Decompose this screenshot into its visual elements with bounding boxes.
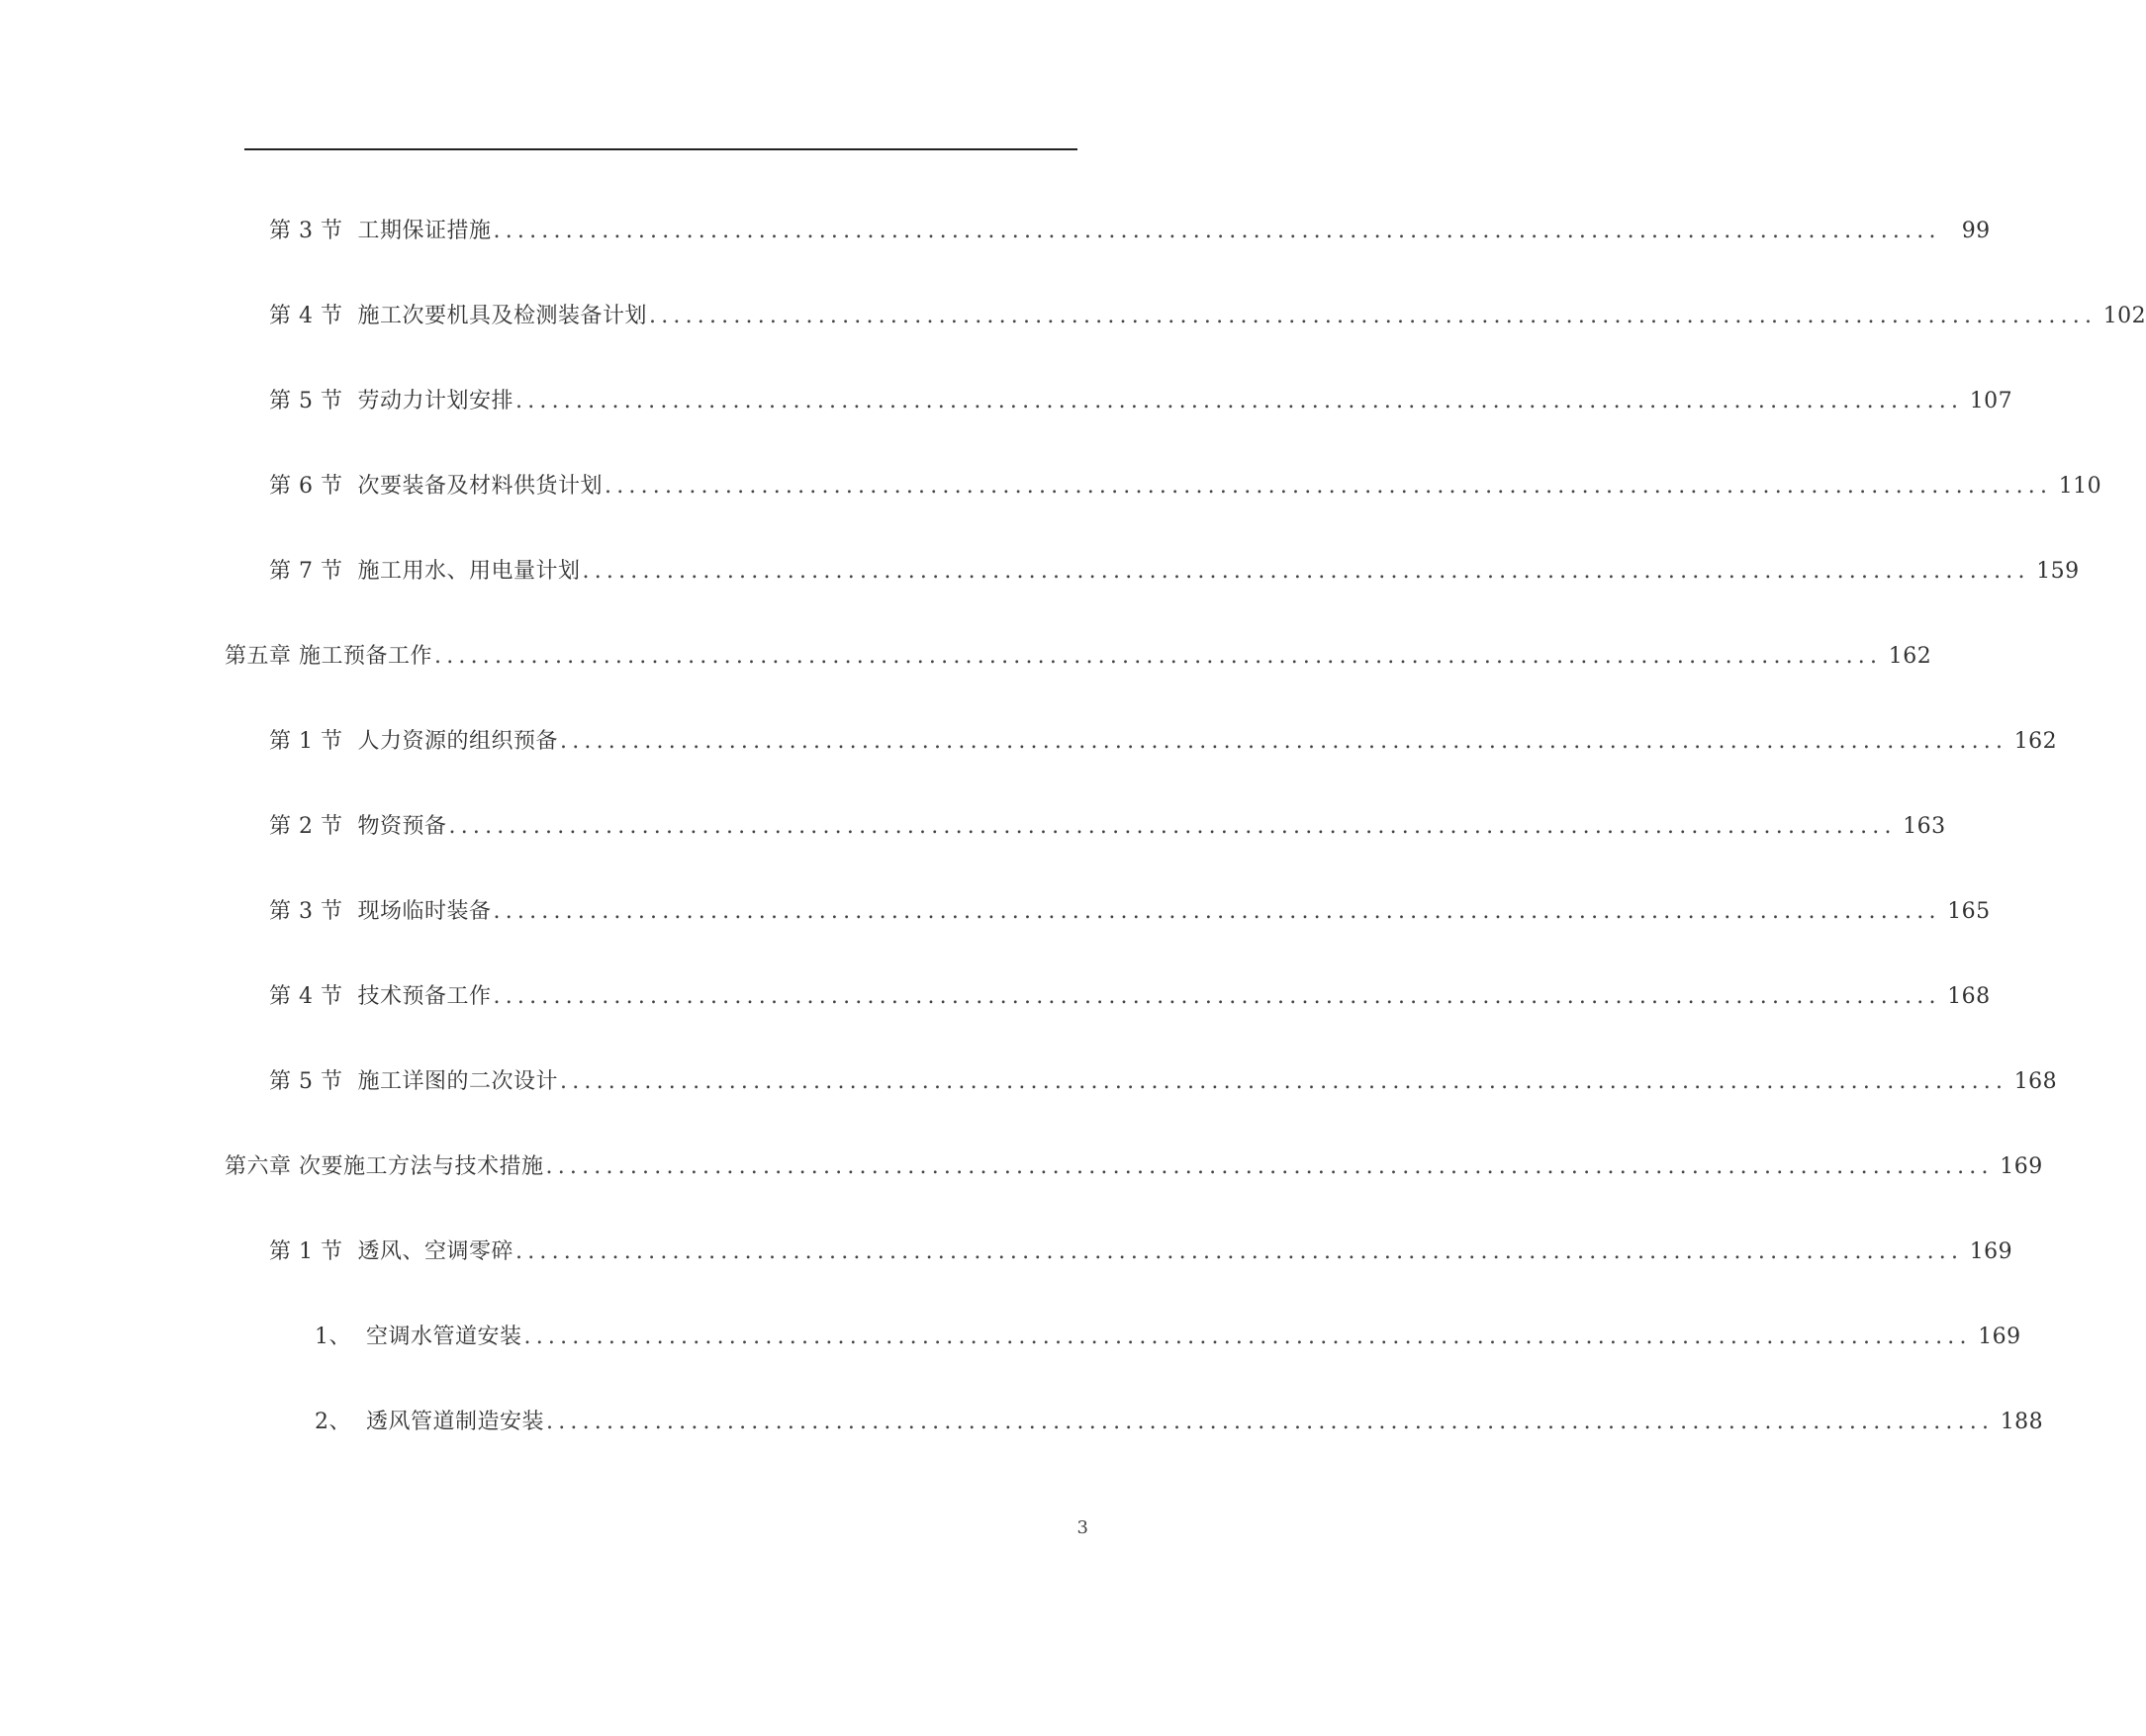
dot-leader: ........................................................................................................................ xyxy=(545,1154,1994,1179)
toc-entry[interactable] xyxy=(0,205,1991,244)
entry-label: 第 3 节 xyxy=(269,219,358,243)
entry-page-number: 188 xyxy=(2000,1410,2044,1434)
entry-page-number: 169 xyxy=(1978,1325,2021,1349)
toc-entry[interactable] xyxy=(0,375,2013,414)
entry-page-number: 163 xyxy=(1903,814,1946,839)
entry-title: 劳动力计划安排 xyxy=(357,389,513,413)
dot-leader: ........................................................................................................................ xyxy=(560,729,2008,754)
entry-title: 次要施工方法与技术措施 xyxy=(299,1154,544,1179)
dot-leader: ........................................................................................................................ xyxy=(582,559,2030,584)
dot-leader: ........................................................................................................................ xyxy=(649,304,2098,328)
entry-label: 第 7 节 xyxy=(269,559,358,584)
toc-entry[interactable] xyxy=(0,1226,2013,1265)
toc-entry[interactable] xyxy=(0,715,2058,755)
entry-label: 第 2 节 xyxy=(269,814,358,839)
dot-leader: ........................................................................................................................ xyxy=(493,219,1941,243)
entry-title: 现场临时装备 xyxy=(357,899,492,924)
toc-entry[interactable] xyxy=(0,545,2080,585)
entry-label: 第 1 节 xyxy=(269,729,358,754)
entry-title: 空调水管道安装 xyxy=(365,1325,522,1349)
entry-label: 2、 xyxy=(315,1410,366,1434)
entry-label: 第 6 节 xyxy=(269,474,358,499)
entry-label: 1、 xyxy=(315,1325,366,1349)
entry-title: 技术预备工作 xyxy=(357,984,492,1009)
entry-title: 物资预备 xyxy=(357,814,447,839)
entry-page-number: 162 xyxy=(1888,644,1932,669)
dot-leader: ........................................................................................................................ xyxy=(546,1410,1995,1434)
dot-leader: ........................................................................................................................ xyxy=(493,899,1941,924)
toc-entry[interactable] xyxy=(0,630,1932,670)
toc-entry[interactable] xyxy=(0,970,1991,1010)
dot-leader: ........................................................................................................................ xyxy=(605,474,2053,499)
toc-entry[interactable] xyxy=(0,800,1946,840)
toc-entry[interactable] xyxy=(0,290,2146,329)
entry-title: 透风管道制造安装 xyxy=(365,1410,544,1434)
entry-label: 第 5 节 xyxy=(269,1069,358,1094)
entry-title: 施工详图的二次设计 xyxy=(357,1069,558,1094)
toc-entry[interactable] xyxy=(0,1141,2043,1180)
entry-page-number: 168 xyxy=(2013,1069,2058,1094)
entry-page-number: 102 xyxy=(2102,304,2146,328)
toc-entry[interactable] xyxy=(0,1055,2058,1095)
dot-leader: ........................................................................................................................ xyxy=(434,644,1883,669)
entry-title: 人力资源的组织预备 xyxy=(357,729,558,754)
entry-title: 透风、空调零碎 xyxy=(357,1239,513,1264)
entry-page-number: 110 xyxy=(2058,474,2102,499)
entry-label: 第 4 节 xyxy=(269,984,358,1009)
dot-leader: ........................................................................................................................ xyxy=(515,389,1964,413)
entry-title: 施工次要机具及检测装备计划 xyxy=(357,304,647,328)
entry-label: 第 3 节 xyxy=(269,899,358,924)
page-number: 3 xyxy=(1076,1517,1088,1538)
dot-leader: ........................................................................................................................ xyxy=(515,1239,1964,1264)
entry-label: 第 4 节 xyxy=(269,304,358,328)
entry-title: 次要装备及材料供货计划 xyxy=(357,474,603,499)
toc-entry[interactable] xyxy=(0,1311,2021,1350)
dot-leader: ........................................................................................................................ xyxy=(448,814,1897,839)
entry-page-number: 165 xyxy=(1947,899,1991,924)
entry-page-number: 169 xyxy=(2000,1154,2043,1179)
entry-label: 第五章 xyxy=(225,644,299,669)
entry-page-number: 99 xyxy=(1961,219,1991,243)
toc-entry[interactable] xyxy=(0,885,1991,925)
dot-leader: ........................................................................................................................ xyxy=(493,984,1941,1009)
dot-leader: ........................................................................................................................ xyxy=(560,1069,2008,1094)
entry-page-number: 159 xyxy=(2036,559,2080,584)
toc-entry[interactable] xyxy=(0,1396,2044,1435)
entry-page-number: 169 xyxy=(1969,1239,2013,1264)
entry-label: 第 5 节 xyxy=(269,389,358,413)
entry-page-number: 162 xyxy=(2013,729,2058,754)
toc-entry[interactable] xyxy=(0,460,2102,500)
dot-leader: ........................................................................................................................ xyxy=(523,1325,1972,1349)
entry-label: 第六章 xyxy=(225,1154,299,1179)
entry-title: 施工预备工作 xyxy=(299,644,433,669)
entry-page-number: 168 xyxy=(1947,984,1991,1009)
entry-title: 施工用水、用电量计划 xyxy=(357,559,581,584)
entry-title: 工期保证措施 xyxy=(357,219,492,243)
entry-label: 第 1 节 xyxy=(269,1239,358,1264)
entry-page-number: 107 xyxy=(1969,389,2013,413)
